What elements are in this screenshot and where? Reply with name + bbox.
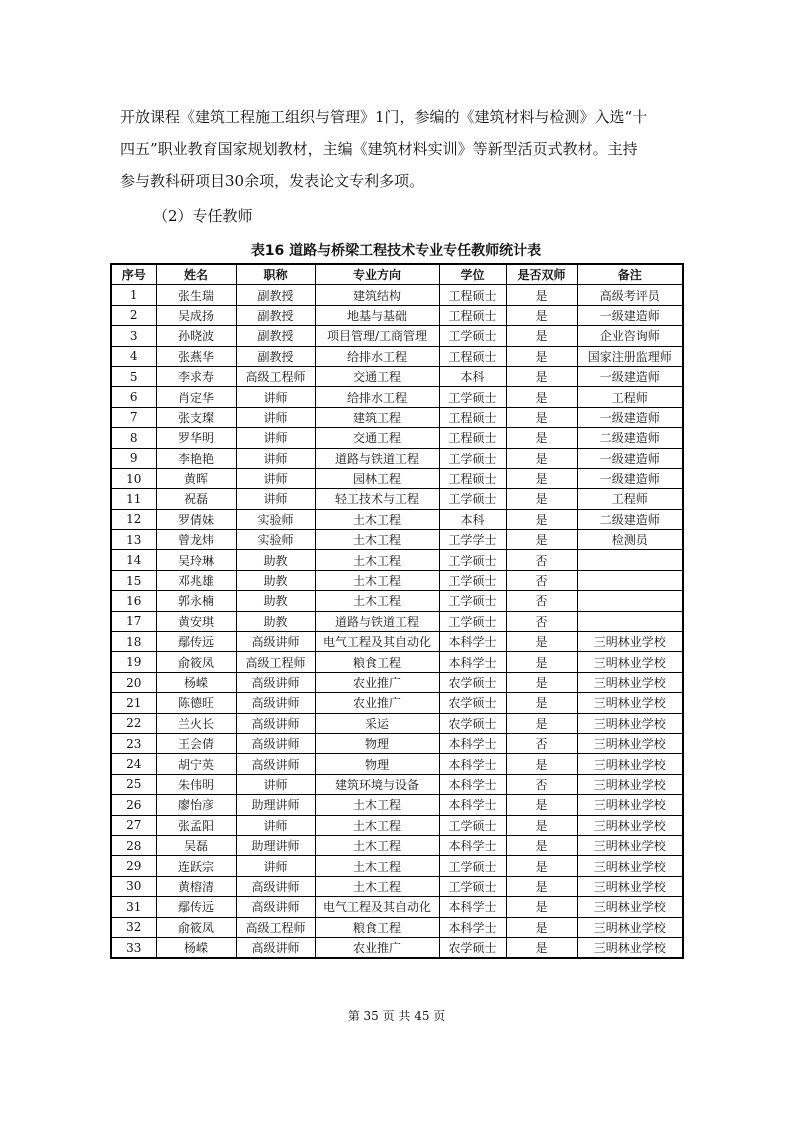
table-row [111,897,683,917]
cell-title: 讲师 [236,407,315,427]
cell-degree: 本科 [439,509,506,529]
cell-degree: 工程硕士 [439,285,506,305]
cell-dual-qualified: 是 [506,632,577,652]
cell-major: 建筑环境与设备 [315,774,439,794]
table-row [111,428,683,448]
cell-title: 高级工程师 [236,917,315,937]
cell-remark: 三明林业学校 [577,733,683,753]
cell-major: 园林工程 [315,468,439,488]
cell-title: 高级讲师 [236,897,315,917]
cell-degree: 工学学士 [439,530,506,550]
cell-title: 高级讲师 [236,632,315,652]
cell-index: 2 [111,305,156,325]
cell-name: 李求寿 [156,366,236,386]
cell-remark: 三明林业学校 [577,754,683,774]
cell-dual-qualified: 是 [506,285,577,305]
table-row [111,326,683,346]
cell-name: 吴玲琳 [156,550,236,570]
cell-name: 祝磊 [156,489,236,509]
table-row [111,713,683,733]
table-row [111,917,683,937]
cell-dual-qualified: 是 [506,754,577,774]
cell-name: 吴磊 [156,835,236,855]
cell-dual-qualified: 是 [506,407,577,427]
cell-name: 王会倩 [156,733,236,753]
cell-dual-qualified: 是 [506,652,577,672]
cell-index: 14 [111,550,156,570]
table-row [111,733,683,753]
cell-name: 杨嵘 [156,937,236,958]
cell-degree: 工程硕士 [439,468,506,488]
table-row [111,489,683,509]
cell-degree: 工学硕士 [439,387,506,407]
cell-name: 孙晓波 [156,326,236,346]
table-row [111,468,683,488]
cell-dual-qualified: 是 [506,428,577,448]
cell-major: 土木工程 [315,591,439,611]
cell-index: 18 [111,632,156,652]
table-body [111,285,683,958]
cell-index: 17 [111,611,156,631]
cell-degree: 工学硕士 [439,489,506,509]
cell-degree: 工学硕士 [439,326,506,346]
cell-name: 邓兆雄 [156,570,236,590]
cell-major: 土木工程 [315,835,439,855]
cell-major: 地基与基础 [315,305,439,325]
table-row [111,530,683,550]
cell-degree: 农学硕士 [439,937,506,958]
cell-dual-qualified: 否 [506,733,577,753]
cell-index: 20 [111,672,156,692]
table-row [111,448,683,468]
cell-title: 高级讲师 [236,672,315,692]
cell-index: 32 [111,917,156,937]
cell-degree: 工学硕士 [439,550,506,570]
cell-name: 张生瑞 [156,285,236,305]
cell-remark: 工程师 [577,387,683,407]
cell-index: 7 [111,407,156,427]
cell-major: 粮食工程 [315,917,439,937]
cell-degree: 本科学士 [439,733,506,753]
cell-major: 物理 [315,754,439,774]
table-row [111,754,683,774]
cell-degree: 本科学士 [439,652,506,672]
cell-index: 31 [111,897,156,917]
cell-remark [577,570,683,590]
cell-degree: 工程硕士 [439,428,506,448]
cell-dual-qualified: 是 [506,489,577,509]
cell-name: 李艳艳 [156,448,236,468]
cell-title: 讲师 [236,489,315,509]
cell-name: 黄晖 [156,468,236,488]
cell-degree: 工学硕士 [439,611,506,631]
cell-major: 土木工程 [315,530,439,550]
cell-index: 9 [111,448,156,468]
cell-dual-qualified: 是 [506,795,577,815]
cell-index: 26 [111,795,156,815]
cell-dual-qualified: 是 [506,672,577,692]
cell-name: 鄢传远 [156,632,236,652]
cell-title: 实验师 [236,530,315,550]
column-header-major: 专业方向 [315,264,439,285]
table-row [111,305,683,325]
cell-degree: 本科 [439,366,506,386]
cell-degree: 本科学士 [439,632,506,652]
cell-remark: 检测员 [577,530,683,550]
cell-major: 电气工程及其自动化 [315,632,439,652]
cell-index: 10 [111,468,156,488]
cell-dual-qualified: 否 [506,550,577,570]
cell-major: 电气工程及其自动化 [315,897,439,917]
cell-title: 实验师 [236,509,315,529]
cell-remark: 三明林业学校 [577,835,683,855]
cell-title: 助教 [236,570,315,590]
cell-remark: 三明林业学校 [577,856,683,876]
cell-index: 16 [111,591,156,611]
cell-major: 农业推广 [315,693,439,713]
column-header-index: 序号 [111,264,156,285]
cell-degree: 工学硕士 [439,448,506,468]
page-footer: 第 35 页 共 45 页 [347,1009,446,1023]
cell-title: 讲师 [236,448,315,468]
cell-dual-qualified: 是 [506,326,577,346]
body-text-line-2: 四五”职业教育国家规划教材，主编《建筑材料实训》等新型活页式教材。主持 [120,140,638,158]
column-header-name: 姓名 [156,264,236,285]
cell-index: 12 [111,509,156,529]
cell-dual-qualified: 是 [506,917,577,937]
cell-major: 农业推广 [315,937,439,958]
cell-remark [577,611,683,631]
table-row [111,693,683,713]
cell-name: 吴成扬 [156,305,236,325]
cell-major: 土木工程 [315,856,439,876]
cell-name: 鄢传远 [156,897,236,917]
cell-remark: 三明林业学校 [577,774,683,794]
cell-name: 罗倩妹 [156,509,236,529]
column-header-remark: 备注 [577,264,683,285]
cell-name: 俞筱凤 [156,917,236,937]
cell-index: 27 [111,815,156,835]
table-row [111,672,683,692]
table-row [111,937,683,958]
cell-index: 15 [111,570,156,590]
cell-major: 建筑工程 [315,407,439,427]
cell-dual-qualified: 是 [506,856,577,876]
cell-dual-qualified: 是 [506,448,577,468]
cell-name: 张支璨 [156,407,236,427]
cell-degree: 农学硕士 [439,713,506,733]
table-row [111,285,683,305]
cell-remark: 高级考评员 [577,285,683,305]
cell-major: 道路与铁道工程 [315,611,439,631]
cell-name: 肖定华 [156,387,236,407]
cell-index: 29 [111,856,156,876]
cell-major: 采运 [315,713,439,733]
cell-remark [577,591,683,611]
cell-degree: 本科学士 [439,917,506,937]
cell-remark: 三明林业学校 [577,713,683,733]
column-header-dual-qualified: 是否双师 [506,264,577,285]
cell-remark: 三明林业学校 [577,795,683,815]
cell-degree: 农学硕士 [439,693,506,713]
cell-index: 11 [111,489,156,509]
cell-name: 张燕华 [156,346,236,366]
cell-index: 25 [111,774,156,794]
cell-degree: 本科学士 [439,754,506,774]
cell-title: 助理讲师 [236,795,315,815]
cell-index: 19 [111,652,156,672]
cell-name: 黄榕清 [156,876,236,896]
cell-name: 兰火长 [156,713,236,733]
cell-title: 助理讲师 [236,835,315,855]
cell-title: 高级讲师 [236,876,315,896]
cell-remark: 二级建造师 [577,509,683,529]
cell-remark [577,550,683,570]
cell-remark: 三明林业学校 [577,917,683,937]
cell-index: 13 [111,530,156,550]
cell-degree: 工学硕士 [439,591,506,611]
table-row [111,856,683,876]
table-row [111,652,683,672]
cell-remark: 一级建造师 [577,407,683,427]
cell-title: 高级讲师 [236,937,315,958]
cell-dual-qualified: 是 [506,713,577,733]
cell-degree: 工程硕士 [439,407,506,427]
column-header-title: 职称 [236,264,315,285]
cell-title: 助教 [236,611,315,631]
cell-name: 黄安琪 [156,611,236,631]
cell-index: 24 [111,754,156,774]
cell-major: 给排水工程 [315,387,439,407]
cell-name: 罗华明 [156,428,236,448]
table-row [111,407,683,427]
cell-dual-qualified: 是 [506,835,577,855]
cell-major: 土木工程 [315,550,439,570]
cell-title: 助教 [236,591,315,611]
cell-major: 土木工程 [315,570,439,590]
cell-title: 讲师 [236,468,315,488]
cell-name: 郭永楠 [156,591,236,611]
cell-title: 高级讲师 [236,713,315,733]
cell-name: 曾龙炜 [156,530,236,550]
cell-index: 28 [111,835,156,855]
cell-dual-qualified: 否 [506,570,577,590]
body-text-line-1: 开放课程《建筑工程施工组织与管理》1门，参编的《建筑材料与检测》入选“十 [120,108,648,126]
cell-dual-qualified: 是 [506,815,577,835]
cell-degree: 本科学士 [439,774,506,794]
cell-index: 4 [111,346,156,366]
cell-name: 俞筱凤 [156,652,236,672]
cell-title: 助教 [236,550,315,570]
table-row [111,611,683,631]
cell-remark: 三明林业学校 [577,672,683,692]
cell-remark: 三明林业学校 [577,937,683,958]
cell-title: 讲师 [236,856,315,876]
table-row [111,366,683,386]
cell-title: 副教授 [236,285,315,305]
cell-title: 讲师 [236,428,315,448]
cell-dual-qualified: 是 [506,305,577,325]
cell-dual-qualified: 否 [506,611,577,631]
cell-title: 高级讲师 [236,754,315,774]
table-row [111,815,683,835]
cell-title: 讲师 [236,815,315,835]
cell-title: 高级讲师 [236,733,315,753]
table-row [111,387,683,407]
table-row [111,876,683,896]
cell-dual-qualified: 是 [506,366,577,386]
cell-name: 陈德旺 [156,693,236,713]
cell-major: 道路与铁道工程 [315,448,439,468]
cell-remark: 三明林业学校 [577,815,683,835]
table-row [111,509,683,529]
cell-title: 副教授 [236,305,315,325]
cell-index: 21 [111,693,156,713]
cell-index: 22 [111,713,156,733]
table-row [111,591,683,611]
section-subheading: （2）专任教师 [153,207,253,225]
cell-title: 高级工程师 [236,366,315,386]
cell-index: 6 [111,387,156,407]
cell-major: 项目管理/工商管理 [315,326,439,346]
cell-remark: 一级建造师 [577,468,683,488]
cell-major: 建筑结构 [315,285,439,305]
cell-name: 张孟阳 [156,815,236,835]
cell-degree: 本科学士 [439,835,506,855]
cell-title: 高级讲师 [236,693,315,713]
cell-major: 交通工程 [315,428,439,448]
cell-degree: 工学硕士 [439,815,506,835]
cell-index: 8 [111,428,156,448]
cell-dual-qualified: 是 [506,468,577,488]
cell-remark: 二级建造师 [577,428,683,448]
column-header-degree: 学位 [439,264,506,285]
cell-remark: 三明林业学校 [577,652,683,672]
cell-dual-qualified: 是 [506,346,577,366]
cell-title: 讲师 [236,387,315,407]
cell-remark: 企业咨询师 [577,326,683,346]
cell-remark: 三明林业学校 [577,632,683,652]
cell-index: 1 [111,285,156,305]
cell-degree: 本科学士 [439,897,506,917]
cell-dual-qualified: 是 [506,387,577,407]
table-row [111,632,683,652]
cell-index: 23 [111,733,156,753]
table-header-row [111,264,683,285]
cell-dual-qualified: 否 [506,591,577,611]
cell-title: 讲师 [236,774,315,794]
teacher-statistics-table [110,263,684,959]
cell-name: 朱伟明 [156,774,236,794]
table-row [111,835,683,855]
cell-index: 3 [111,326,156,346]
cell-remark: 三明林业学校 [577,897,683,917]
cell-degree: 工程硕士 [439,346,506,366]
cell-dual-qualified: 是 [506,509,577,529]
cell-dual-qualified: 是 [506,897,577,917]
cell-major: 给排水工程 [315,346,439,366]
table-row [111,346,683,366]
cell-dual-qualified: 是 [506,530,577,550]
table-row [111,570,683,590]
cell-degree: 工学硕士 [439,876,506,896]
cell-dual-qualified: 是 [506,876,577,896]
cell-degree: 工学硕士 [439,856,506,876]
cell-major: 土木工程 [315,509,439,529]
cell-name: 杨嵘 [156,672,236,692]
cell-major: 物理 [315,733,439,753]
table-row [111,550,683,570]
cell-dual-qualified: 否 [506,774,577,794]
cell-degree: 本科学士 [439,795,506,815]
cell-remark: 三明林业学校 [577,693,683,713]
cell-major: 交通工程 [315,366,439,386]
cell-major: 土木工程 [315,815,439,835]
cell-name: 胡宁英 [156,754,236,774]
table-row [111,795,683,815]
cell-title: 高级工程师 [236,652,315,672]
cell-major: 土木工程 [315,876,439,896]
cell-remark: 一级建造师 [577,305,683,325]
cell-remark: 工程师 [577,489,683,509]
cell-major: 轻工技术与工程 [315,489,439,509]
cell-degree: 工程硕士 [439,305,506,325]
table-row [111,774,683,794]
cell-major: 粮食工程 [315,652,439,672]
cell-name: 连跃宗 [156,856,236,876]
cell-degree: 工学硕士 [439,570,506,590]
cell-major: 农业推广 [315,672,439,692]
cell-remark: 三明林业学校 [577,876,683,896]
cell-remark: 国家注册监理师 [577,346,683,366]
cell-index: 30 [111,876,156,896]
cell-name: 廖怡彦 [156,795,236,815]
cell-remark: 一级建造师 [577,448,683,468]
cell-title: 副教授 [236,326,315,346]
cell-major: 土木工程 [315,795,439,815]
cell-dual-qualified: 是 [506,937,577,958]
cell-remark: 一级建造师 [577,366,683,386]
cell-dual-qualified: 是 [506,693,577,713]
body-text-line-3: 参与教科研项目30余项，发表论文专利多项。 [120,172,425,190]
cell-index: 33 [111,937,156,958]
cell-index: 5 [111,366,156,386]
table-caption: 表16 道路与桥梁工程技术专业专任教师统计表 [250,243,542,259]
cell-title: 副教授 [236,346,315,366]
cell-degree: 农学硕士 [439,672,506,692]
